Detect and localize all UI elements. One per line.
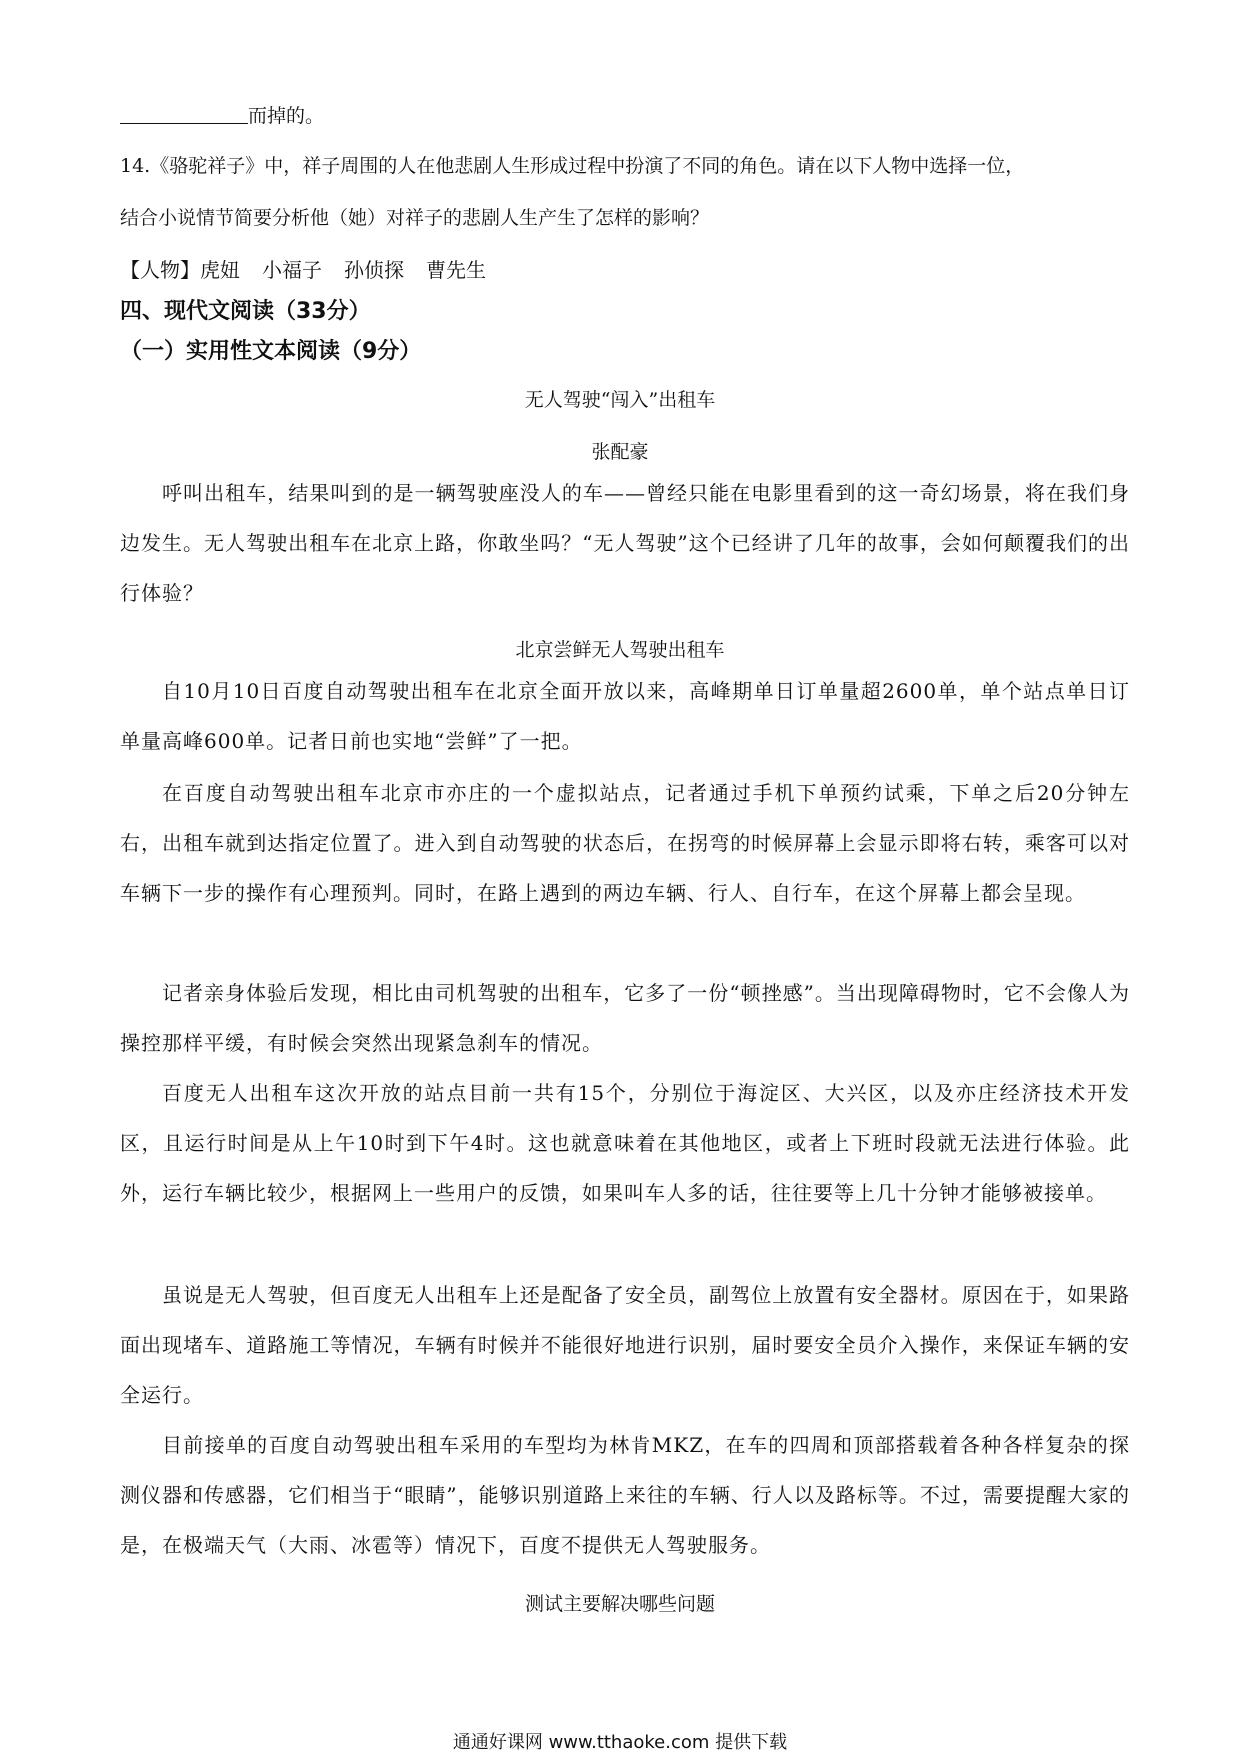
article-intro: 呼叫出租车，结果叫到的是一辆驾驶座没人的车——曾经只能在电影里看到的这一奇幻场景，将在我们身边发生。无人驾驶出租车在北京上路，你敢坐吗？“无人驾驶”这个已经讲了几年的故事，会如何颠覆我们的出行体验？ xyxy=(120,481,1130,605)
character-name: 虎妞 xyxy=(200,258,240,282)
character-name: 曹先生 xyxy=(426,258,486,282)
character-name: 小福子 xyxy=(262,258,322,282)
q14-line1: 14.《骆驼祥子》中，祥子周围的人在他悲剧人生形成过程中扮演了不同的角色。请在以下人物中选择一位， xyxy=(120,155,1025,177)
article-title: 无人驾驶“闯入”出租车 xyxy=(524,389,716,411)
section4-heading: 四、现代文阅读（33分） xyxy=(120,299,371,324)
character-name: 孙侦探 xyxy=(344,258,404,282)
q13-answer-line xyxy=(120,96,1130,136)
article-subhead-1: 北京尝鲜无人驾驶出租车 xyxy=(515,639,725,661)
q13-tail-text: 而掉的。 xyxy=(248,105,325,127)
characters-tag: 【人物】 xyxy=(120,258,200,282)
paragraph-2: 在百度自动驾驶出租车北京市亦庄的一个虚拟站点，记者通过手机下单预约试乘，下单之后20分钟左右，出租车就到达指定位置了。进入到自动驾驶的状态后，在拐弯的时候屏幕上会显示即将右转，乘客可以对车辆下一步的操作有心理预判。同时，在路上遇到的两边车辆、行人、自行车，在这个屏幕上都会呈现。 xyxy=(120,781,1130,905)
q14-characters xyxy=(120,250,1130,290)
subsection1-heading: （一）实用性文本阅读（9分） xyxy=(120,339,422,364)
paragraph-6: 目前接单的百度自动驾驶出租车采用的车型均为林肯MKZ，在车的四周和顶部搭载着各种各样复杂的探测仪器和传感器，它们相当于“眼睛”，能够识别道路上来往的车辆、行人以及路标等。不过，需要提醒大家的是，在极端天气（大雨、冰雹等）情况下，百度不提供无人驾驶服务。 xyxy=(120,1433,1130,1557)
paragraph-5: 虽说是无人驾驶，但百度无人出租车上还是配备了安全员，副驾位上放置有安全器材。原因在于，如果路面出现堵车、道路施工等情况，车辆有时候并不能很好地进行识别，届时要安全员介入操作，来保证车辆的安全运行。 xyxy=(120,1283,1130,1407)
article-author: 张配豪 xyxy=(591,441,649,463)
paragraph-3: 记者亲身体验后发现，相比由司机驾驶的出租车，它多了一份“顿挫感”。当出现障碍物时，它不会像人为操控那样平缓，有时候会突然出现紧急刹车的情况。 xyxy=(120,981,1130,1055)
answer-blank[interactable] xyxy=(120,103,248,124)
article-subhead-2: 测试主要解决哪些问题 xyxy=(524,1593,715,1615)
paragraph-1: 自10月10日百度自动驾驶出租车在北京全面开放以来，高峰期单日订单量超2600单，单个站点单日订单量高峰600单。记者日前也实地“尝鲜”了一把。 xyxy=(120,679,1130,753)
q14-line2: 结合小说情节简要分析他（她）对祥子的悲剧人生产生了怎样的影响？ xyxy=(120,207,710,229)
page-footer: 通通好课网 www.tthaoke.com 提供下载 xyxy=(452,1732,788,1753)
paragraph-4: 百度无人出租车这次开放的站点目前一共有15个，分别位于海淀区、大兴区，以及亦庄经济技术开发区，且运行时间是从上午10时到下午4时。这也就意味着在其他地区，或者上下班时段就无法进行体验。此外，运行车辆比较少，根据网上一些用户的反馈，如果叫车人多的话，往往要等上几十分钟才能够被接单。 xyxy=(120,1081,1130,1205)
